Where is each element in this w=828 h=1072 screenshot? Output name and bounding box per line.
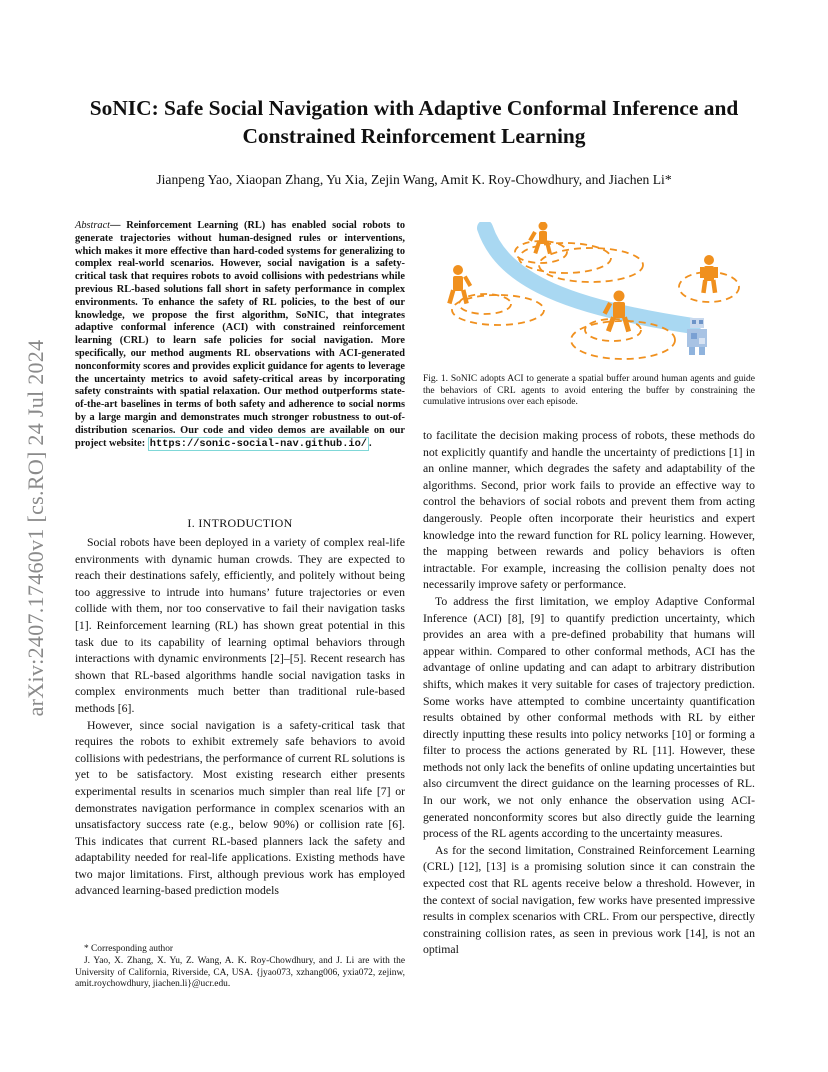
paper-title [60,94,768,150]
robot-agent [687,318,707,355]
footnote-affiliation: J. Yao, X. Zhang, X. Yu, Z. Wang, A. K. Roy-Chowdhury, and J. Li are with the University of California, Riverside, CA, USA. {jyao073, xzhang006, yxia072, zejinw, amit.roychowdhury, jiachen.li}@ucr.edu. [75,955,405,990]
arxiv-stamp [16,298,56,758]
abstract [75,220,405,450]
arxiv-id: arXiv:2407.17460v1 [cs.RO] 24 Jul 2024 [23,339,48,717]
robot-path [485,228,693,326]
abstract-end: . [369,437,372,449]
author-list: Jianpeng Yao, Xiaopan Zhang, Yu Xia, Zejin Wang, Amit K. Roy-Chowdhury, and Jiachen Li* [156,172,672,187]
paragraph: However, since social navigation is a safety-critical task that requires the robots to exhibit extremely safe behaviors to avoid collisions with pedestrians, the performance of current RL solutions is yet to be satisfactory. Most existing research either presents experimental results in scenarios much simpler than real life [7] or demonstrates navigation performance in complex scenarios with an unsatisfactory success rate (e.g., below 90%) or collision rate [6]. This indicates that current RL-based planners lack the safety and adaptability needed for real-life applications. Existing methods have two major limitations. First, although previous work has employed advanced learning-based prediction models [75,718,405,898]
paragraph: To address the first limitation, we employ Adaptive Conformal Inference (ACI) [8], [9] to quantify prediction uncertainty, which provides an area with a pre-defined probability that humans will appear within. Compared to other conformal methods, ACI has the advantage of online updating and can adapt to arbitrary distribution shifts, which makes it very suitable for cases of trajectory prediction. Some works have attempted to combine uncertainty quantification results obtained by other conformal methods with RL by either directly inputting these results into policy networks [10] or forming a filter to process the actions generated by RL [11]. However, these methods not only lack the benefits of online updating uncertainties but also circumvent the direct guidance on the learning processes of RL. In our work, we not only enhance the observation using ACI-generated nonconformity scores but also directly guide the learning process of the RL agents according to the uncertainty measures. [423,594,755,841]
footnote [75,944,405,991]
figure-1-caption: Fig. 1. SoNIC adopts ACI to generate a spatial buffer around human agents and guide the behaviors of CRL agents to avoid entering the buffer by constraining the cumulative intrusions over each episode. [423,374,755,408]
footnote-corresponding: * Corresponding author [84,944,174,954]
figure-1-illustration [423,222,755,368]
buffer-region [539,248,643,282]
abstract-label: Abstract [75,220,111,231]
paragraph: to facilitate the decision making process of robots, these methods do not explicitly quantify and handle the uncertainty of predictions [1] in an online manner, which degrades the safety and adaptability of the algorithms. Second, prior work fails to provide an effective way to control the behaviors of social robots and prevent them from acting dangerously. People often incorporate their heuristics and expert knowledge into the reward function for RL policy learning. However, the mapping between rewards and policy behaviors is often intractable. For example, increasing the collision penalty does not necessarily improve safety or performance. [423,429,755,592]
right-column-body [423,428,755,959]
left-column-body [75,535,405,900]
section-heading-introduction: I. INTRODUCTION [187,516,293,530]
title-line-2: Constrained Reinforcement Learning [242,124,586,148]
paragraph: As for the second limitation, Constrained Reinforcement Learning (CRL) [12], [13] is a promising solution since it can constrain the expected cost that RL agents receive below a threshold. However, in the context of social navigation, few works have presented impressive results in complex scenarios with CRL. From our perspective, directly constraining collision rates, as seen in previous work [14], is not an optimal [423,843,755,957]
paragraph: Social robots have been deployed in a variety of complex real-life environments with dynamic human crowds. They are expected to reach their destinations safely, efficiently, and politely without being too aggressive to intrude into humans’ future trajectories or even collide with them, nor too conservative to fail their navigation tasks [1]. Reinforcement learning (RL) has shown great potential in this task due to its capability of learning optimal behaviors through interactions with dynamic environments [2]–[5]. Recent research has shown that RL-based algorithms handle social navigation tasks in complex environments much better than traditional rule-based methods [6]. [75,536,405,715]
human-agent [528,222,552,254]
abstract-text: — Reinforcement Learning (RL) has enabled social robots to generate trajectories without human-designed rules or interventions, which makes it more effective than hard-coded systems for generalizing to complex real-world scenarios. However, social navigation is a safety-critical task that requires robots to avoid collisions with pedestrians while previous RL-based solutions fall short in safety performance in complex environments. To enhance the safety of RL policies, to the best of our knowledge, we propose the first algorithm, SoNIC, that integrates adaptive conformal inference (ACI) with constrained reinforcement learning (CRL) to learn safe policies for social navigation. More specifically, our method augments RL observations with ACI-generated nonconformity scores and provides explicit guidance for agents to leverage the uncertainty metrics to avoid safety-critical areas by incorporating safety constraints with spatial relaxation. Our method outperforms state-of-the-art baselines in terms of both safety and adherence to social norms by a large margin and demonstrates much stronger robustness to out-of-distribution scenarios. Our code and video demos are available on our project website: [75,220,405,449]
buffer-region [519,243,611,273]
human-agent [700,255,718,293]
figure-1 [423,222,755,368]
title-line-1: SoNIC: Safe Social Navigation with Adaptive Conformal Inference and [89,96,739,120]
project-website-link[interactable]: https://sonic-social-nav.github.io/ [149,437,368,450]
